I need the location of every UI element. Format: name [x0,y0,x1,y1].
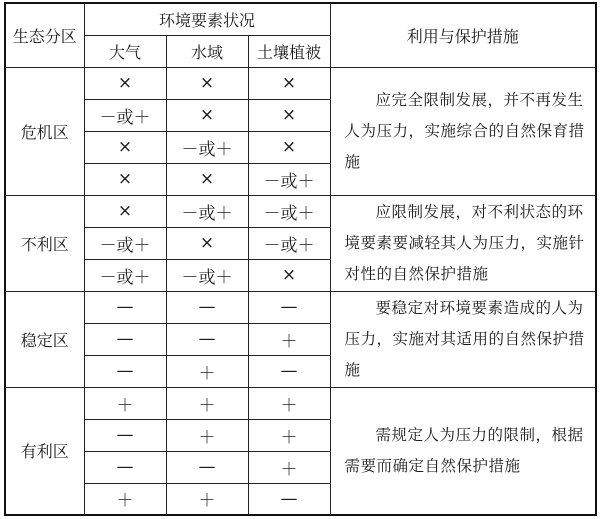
table-row [5,67,596,99]
soil-vegetation-cell: ＋ [248,419,330,451]
soil-vegetation-cell: －或＋ [248,163,330,195]
atmosphere-cell: — [84,291,166,323]
water-cell: ＋ [166,419,248,451]
atmosphere-cell: ＋ [84,483,166,515]
water-cell: －或＋ [166,259,248,291]
soil-vegetation-cell: × [248,259,330,291]
water-cell: ＋ [166,387,248,419]
soil-vegetation-cell: — [248,355,330,387]
measure-text: 应完全限制发展，并不再发生人为压力，实施综合的自然保育措施 [330,67,596,195]
soil-vegetation-cell: — [248,291,330,323]
soil-vegetation-cell: －或＋ [248,195,330,227]
water-cell: × [166,163,248,195]
measure-text: 需规定人为压力的限制，根据需要而确定自然保护措施 [330,387,596,515]
table-body [5,67,596,515]
atmosphere-cell: — [84,451,166,483]
atmosphere-cell: — [84,419,166,451]
header-factors-group: 环境要素状况 [84,3,330,35]
water-cell: × [166,227,248,259]
zone-name: 不利区 [5,195,84,291]
header-atmosphere: 大气 [84,35,166,67]
water-cell: — [166,291,248,323]
soil-vegetation-cell: ＋ [248,323,330,355]
water-cell: × [166,67,248,99]
atmosphere-cell: × [84,163,166,195]
header-soil-vegetation: 土壤植被 [248,35,330,67]
soil-vegetation-cell: × [248,131,330,163]
water-cell: －或＋ [166,131,248,163]
water-cell: — [166,323,248,355]
atmosphere-cell: －或＋ [84,99,166,131]
measure-text: 要稳定对环境要素造成的人为压力，实施对其适用的自然保护措施 [330,291,596,387]
zone-name: 有利区 [5,387,84,515]
soil-vegetation-cell: ＋ [248,387,330,419]
water-cell: ＋ [166,355,248,387]
atmosphere-cell: × [84,67,166,99]
soil-vegetation-cell: × [248,99,330,131]
water-cell: × [166,99,248,131]
measure-text: 应限制发展，对不利状态的环境要素要减轻其人为压力，实施针对性的自然保护措施 [330,195,596,291]
eco-zone-table [4,2,597,516]
atmosphere-cell: — [84,323,166,355]
table-row [5,291,596,323]
soil-vegetation-cell: －或＋ [248,227,330,259]
header-measures: 利用与保护措施 [330,3,596,67]
water-cell: －或＋ [166,195,248,227]
header-water: 水域 [166,35,248,67]
atmosphere-cell: －或＋ [84,259,166,291]
atmosphere-cell: × [84,131,166,163]
table-row [5,195,596,227]
atmosphere-cell: — [84,355,166,387]
header-zone: 生态分区 [5,3,84,67]
soil-vegetation-cell: ＋ [248,451,330,483]
water-cell: ＋ [166,483,248,515]
water-cell: — [166,451,248,483]
atmosphere-cell: ＋ [84,387,166,419]
table-container [4,2,597,516]
soil-vegetation-cell: × [248,67,330,99]
atmosphere-cell: × [84,195,166,227]
zone-name: 危机区 [5,67,84,195]
soil-vegetation-cell: — [248,483,330,515]
zone-name: 稳定区 [5,291,84,387]
atmosphere-cell: －或＋ [84,227,166,259]
table-row [5,387,596,419]
